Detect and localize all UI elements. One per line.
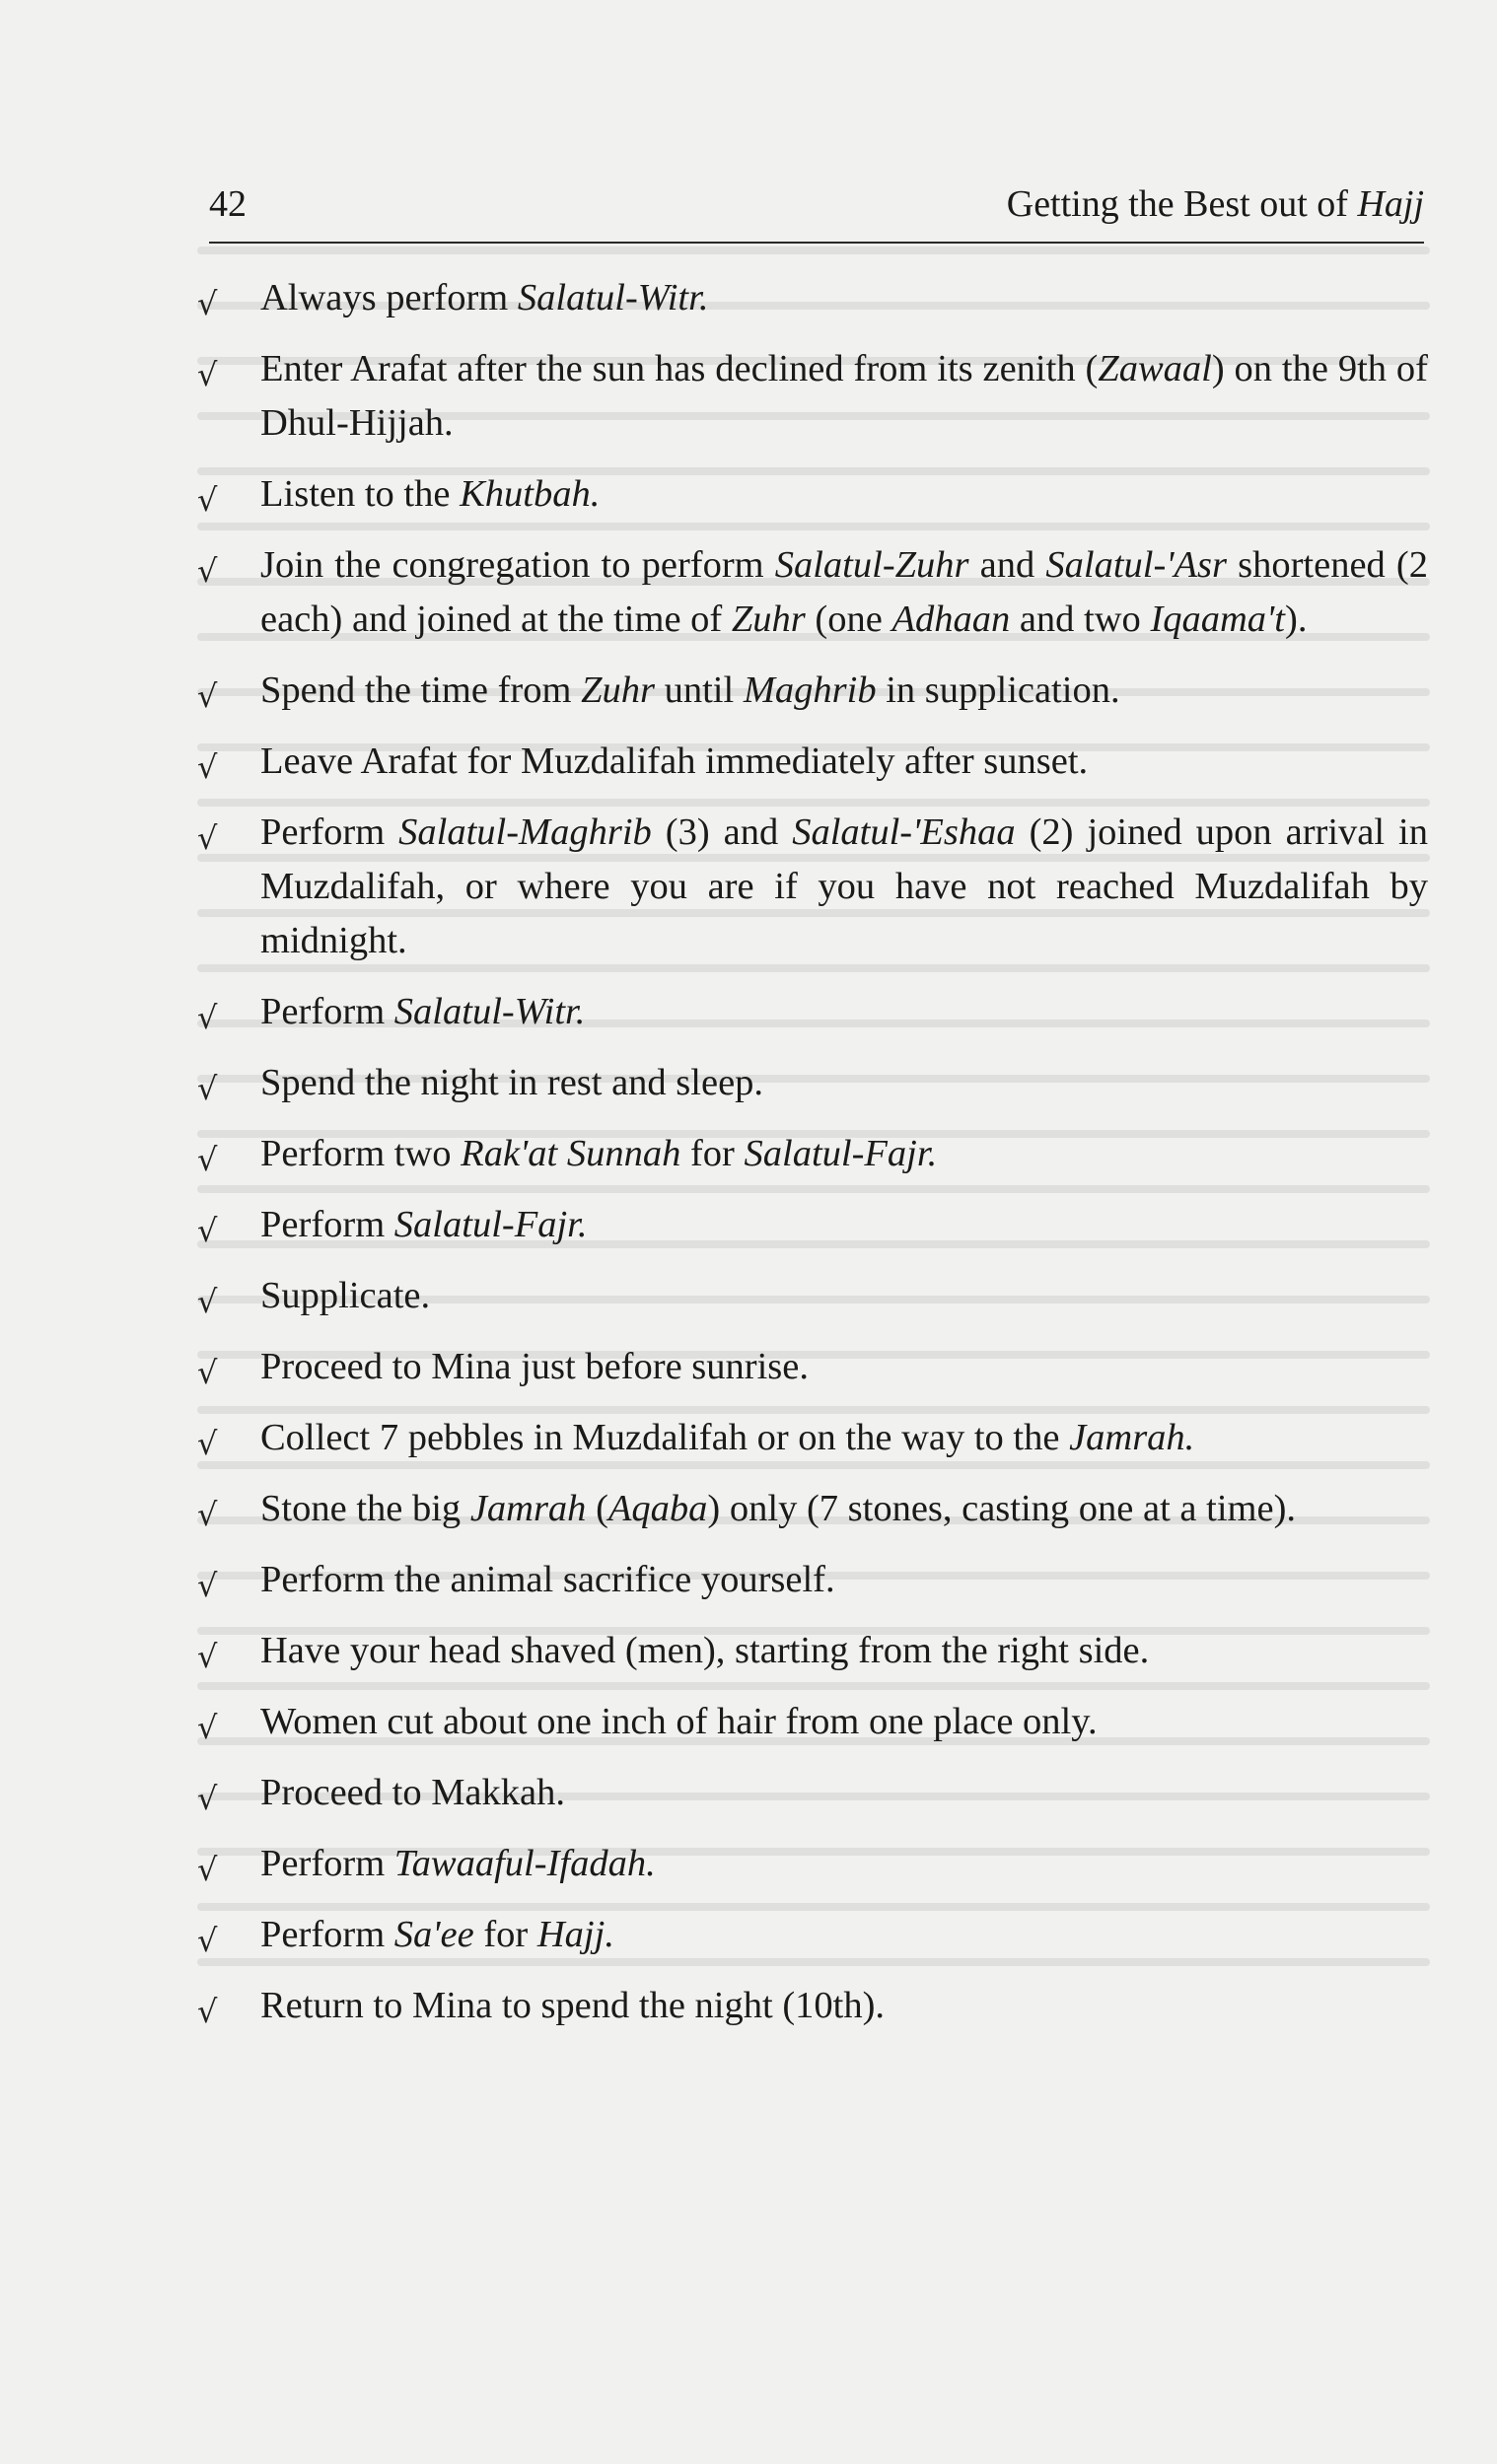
checkmark-icon: √ <box>197 1070 218 1107</box>
checklist-item <box>197 1482 1428 1536</box>
checkmark-icon: √ <box>197 1993 218 2030</box>
checkmark-icon: √ <box>197 285 218 322</box>
item-text: Stone the big <box>260 1488 470 1529</box>
checklist-item <box>197 1127 1428 1181</box>
item-text: ) on the 9th of Dhul-Hijjah. <box>260 348 1428 444</box>
italic-term: Jamrah. <box>1069 1417 1195 1458</box>
italic-term: Salatul-Fajr. <box>393 1204 588 1245</box>
item-text: Perform <box>260 1914 394 1955</box>
item-text: for <box>680 1133 745 1174</box>
checkmark-icon: √ <box>197 1496 218 1533</box>
checkmark-icon: √ <box>197 552 218 590</box>
checklist-item <box>197 985 1428 1039</box>
italic-term: Salatul-Witr. <box>517 277 709 318</box>
checkmark-icon: √ <box>197 1425 218 1462</box>
italic-term: Salatul-Maghrib <box>398 811 652 853</box>
checkmark-icon: √ <box>197 1141 218 1178</box>
item-text: Perform <box>260 1843 394 1884</box>
checklist-item <box>197 806 1428 968</box>
checklist-item <box>197 1908 1428 1962</box>
checklist-item <box>197 1837 1428 1891</box>
item-text: Enter Arafat after the sun has declined from its zenith ( <box>260 348 1099 389</box>
checklist-item <box>197 467 1428 522</box>
item-text: Spend the night in rest and sleep. <box>260 1062 764 1103</box>
item-text: Listen to the <box>260 473 461 515</box>
checklist-item <box>197 1340 1428 1394</box>
checklist-item <box>197 1198 1428 1252</box>
italic-term: Jamrah <box>469 1488 587 1529</box>
checklist-item <box>197 735 1428 789</box>
page-header <box>209 182 1424 244</box>
checklist-item <box>197 1766 1428 1820</box>
running-title-text: Getting the Best out of <box>1006 183 1358 225</box>
item-text: Proceed to Mina just before sunrise. <box>260 1346 809 1387</box>
italic-term: Zuhr <box>731 598 806 640</box>
checklist-item <box>197 342 1428 451</box>
italic-term: Zuhr <box>581 669 655 711</box>
italic-term: Sa'ee <box>393 1914 474 1955</box>
checkmark-icon: √ <box>197 748 218 786</box>
checkmark-icon: √ <box>197 677 218 715</box>
italic-term: Salatul-'Asr <box>1045 544 1228 586</box>
item-text: in supplication. <box>876 669 1120 711</box>
item-text: and <box>968 544 1046 586</box>
item-text: shortened (2 each) and joined at the time of <box>260 544 1428 640</box>
item-text: Proceed to Makkah. <box>260 1772 565 1813</box>
checkmark-icon: √ <box>197 1567 218 1604</box>
checkmark-icon: √ <box>197 999 218 1036</box>
item-text: (3) and <box>651 811 793 853</box>
checkmark-icon: √ <box>197 819 218 857</box>
checkmark-icon: √ <box>197 1638 218 1675</box>
item-text: Collect 7 pebbles in Muzdalifah or on the way to the <box>260 1417 1070 1458</box>
italic-term: Maghrib <box>743 669 877 711</box>
checklist-item <box>197 1056 1428 1110</box>
item-text: Perform <box>260 811 399 853</box>
italic-term: Salatul-'Eshaa <box>792 811 1016 853</box>
italic-term: Salatul-Witr. <box>393 991 586 1032</box>
item-text: Leave Arafat for Muzdalifah immediately after sunset. <box>260 740 1089 782</box>
running-title-emphasis: Hajj <box>1357 183 1424 225</box>
item-text: Always perform <box>260 277 518 318</box>
checklist-item <box>197 1553 1428 1607</box>
item-text: Perform <box>260 991 394 1032</box>
checklist-item <box>197 664 1428 718</box>
running-title <box>1007 182 1424 226</box>
checklist-item <box>197 1624 1428 1678</box>
checklist-item <box>197 538 1428 647</box>
checklist-item <box>197 1979 1428 2033</box>
italic-term: Rak'at Sunnah <box>461 1133 681 1174</box>
checkmark-icon: √ <box>197 1709 218 1746</box>
item-text: until <box>654 669 744 711</box>
italic-term: Khutbah. <box>460 473 601 515</box>
item-text: ( <box>586 1488 608 1529</box>
item-text: Join the congregation to perform <box>260 544 775 586</box>
item-text: Perform the animal sacrifice yourself. <box>260 1559 835 1600</box>
item-text: Return to Mina to spend the night (10th). <box>260 1985 886 2026</box>
item-text: ). <box>1285 598 1308 640</box>
checkmark-icon: √ <box>197 1354 218 1391</box>
item-text: Have your head shaved (men), starting from the right side. <box>260 1630 1150 1671</box>
checklist-item <box>197 1695 1428 1749</box>
item-text: Supplicate. <box>260 1275 431 1316</box>
item-text: Perform two <box>260 1133 462 1174</box>
item-text: for <box>473 1914 537 1955</box>
italic-term: Zawaal <box>1098 348 1212 389</box>
item-text: (2) joined upon arrival in Muzdalifah, or where you are if you have not reached Muzdalifah by midnight. <box>260 811 1429 961</box>
checkmark-icon: √ <box>197 1212 218 1249</box>
item-text: and two <box>1010 598 1151 640</box>
italic-term: Iqaama't <box>1150 598 1285 640</box>
checkmark-icon: √ <box>197 1922 218 1959</box>
page-number: 42 <box>209 183 247 225</box>
checklist-item <box>197 1411 1428 1465</box>
checkmark-icon: √ <box>197 481 218 519</box>
checklist <box>197 271 1428 2050</box>
checklist-item <box>197 271 1428 325</box>
item-text: ) only (7 stones, casting one at a time). <box>707 1488 1297 1529</box>
checkmark-icon: √ <box>197 1851 218 1888</box>
italic-term: Tawaaful-Ifadah. <box>393 1843 656 1884</box>
item-text: Perform <box>260 1204 394 1245</box>
checklist-item <box>197 1269 1428 1323</box>
item-text: Women cut about one inch of hair from one place only. <box>260 1701 1098 1742</box>
checkmark-icon: √ <box>197 356 218 393</box>
italic-term: Salatul-Fajr. <box>744 1133 938 1174</box>
checkmark-icon: √ <box>197 1780 218 1817</box>
item-text: (one <box>805 598 892 640</box>
italic-term: Adhaan <box>891 598 1011 640</box>
checkmark-icon: √ <box>197 1283 218 1320</box>
item-text: Spend the time from <box>260 669 582 711</box>
italic-term: Aqaba <box>607 1488 708 1529</box>
italic-term: Hajj. <box>536 1914 614 1955</box>
italic-term: Salatul-Zuhr <box>774 544 969 586</box>
